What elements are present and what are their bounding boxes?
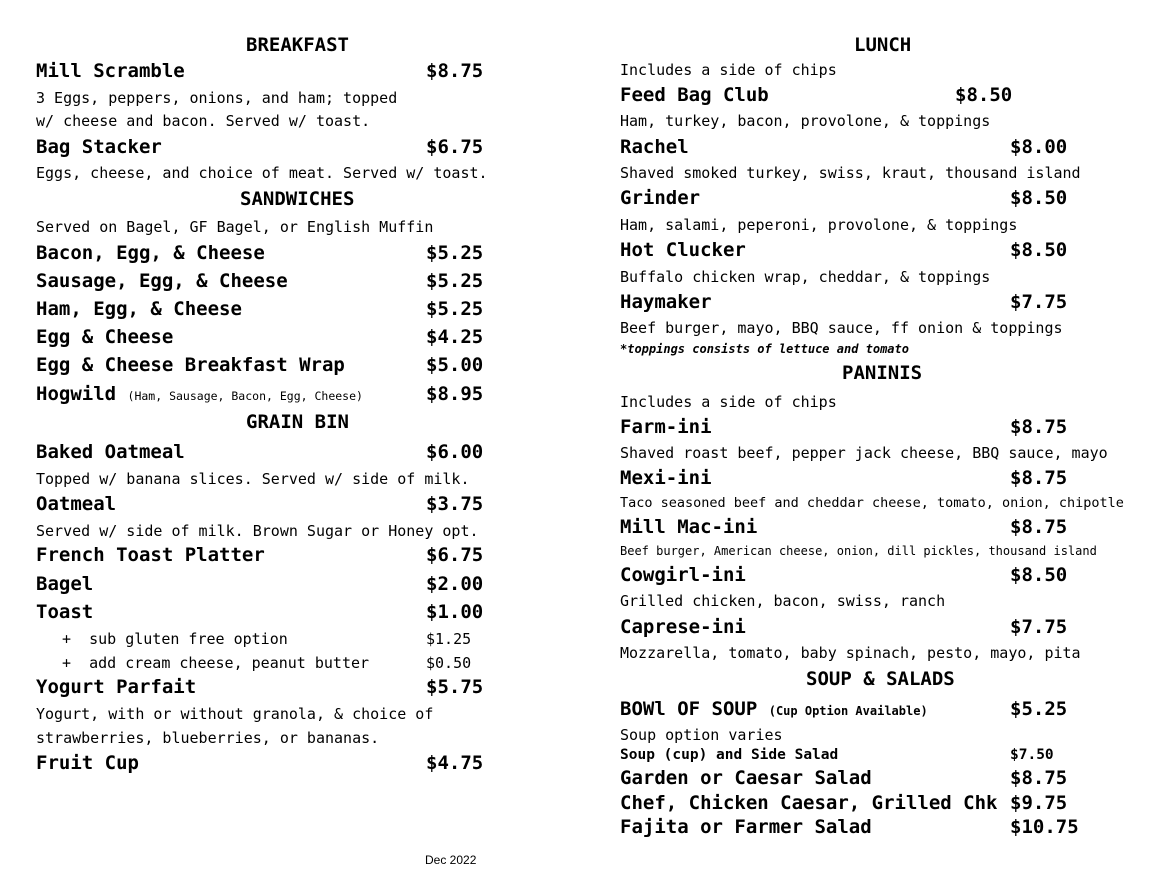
menu-item-name: Mill Mac-ini [620, 516, 758, 538]
menu-item-name: Farm-ini [620, 416, 712, 438]
menu-item-description: Grilled chicken, bacon, swiss, ranch [620, 592, 946, 610]
menu-item-description: Shaved smoked turkey, swiss, kraut, thousand island [620, 164, 1081, 182]
menu-item-price: $1.00 [426, 601, 484, 623]
menu-item-name: Cowgirl-ini [620, 564, 746, 586]
hogwild-name: Hogwild [36, 383, 117, 405]
menu-item-price: $2.00 [426, 573, 484, 595]
menu-item-description: Beef burger, American cheese, onion, dill pickles, thousand island [620, 544, 1097, 558]
menu-item-price: $5.25 [1010, 698, 1068, 720]
menu-item-name: Yogurt Parfait [36, 676, 197, 698]
grain-bin-heading: GRAIN BIN [246, 411, 349, 433]
menu-item-price: $8.75 [1010, 467, 1068, 489]
menu-item-price: $6.75 [426, 544, 484, 566]
menu-item-name: Feed Bag Club [620, 84, 769, 106]
lunch-heading: LUNCH [854, 34, 912, 56]
menu-item-price: $8.75 [426, 60, 484, 82]
menu-item-name: Grinder [620, 187, 701, 209]
menu-item-price: $8.75 [1010, 516, 1068, 538]
menu-item-price: $8.50 [1010, 187, 1068, 209]
menu-item-price: $8.95 [426, 383, 484, 405]
footer-date: Dec 2022 [425, 853, 477, 867]
menu-item-price: $8.50 [1010, 239, 1068, 261]
menu-item-name: Rachel [620, 136, 689, 158]
soup-salads-heading: SOUP & SALADS [806, 668, 955, 690]
menu-item-price: $5.00 [426, 354, 484, 376]
section-intro: Includes a side of chips [620, 61, 837, 79]
menu-item-price: $8.50 [955, 84, 1013, 106]
menu-item-price: $4.25 [426, 326, 484, 348]
menu-item-name: Chef, Chicken Caesar, Grilled Chk [620, 792, 998, 814]
menu-item-price: $8.75 [1010, 416, 1068, 438]
menu-item-name: Egg & Cheese [36, 326, 174, 348]
menu-item-price: $6.75 [426, 136, 484, 158]
menu-item-price: $7.75 [1010, 291, 1068, 313]
menu-item-name: Bacon, Egg, & Cheese [36, 242, 265, 264]
add-on-option: + sub gluten free option [62, 630, 288, 648]
menu-item-name: Soup (cup) and Side Salad [620, 747, 839, 763]
hogwild-contents: (Ham, Sausage, Bacon, Egg, Cheese) [127, 389, 363, 403]
menu-item-name [36, 383, 363, 405]
add-on-option: + add cream cheese, peanut butter [62, 654, 370, 672]
menu-item-description: Eggs, cheese, and choice of meat. Served w/ toast. [36, 164, 488, 182]
menu-item-price: $6.00 [426, 441, 484, 463]
menu-item-name: Garden or Caesar Salad [620, 767, 872, 789]
menu-item-price: $5.25 [426, 270, 484, 292]
menu-item-description: Topped w/ banana slices. Served w/ side of milk. [36, 470, 470, 488]
menu-item-price: $9.75 [1010, 792, 1068, 814]
menu-item-price: $8.00 [1010, 136, 1068, 158]
menu-item-price: $7.75 [1010, 616, 1068, 638]
sandwiches-heading: SANDWICHES [240, 188, 355, 210]
toppings-note: *toppings consists of lettuce and tomato [620, 342, 909, 356]
menu-item-price: $4.75 [426, 752, 484, 774]
menu-item-price: $5.75 [426, 676, 484, 698]
menu-item-price: $10.75 [1010, 816, 1079, 838]
menu-item-name: Mexi-ini [620, 467, 712, 489]
add-on-price: $1.25 [426, 630, 472, 648]
menu-item-name: Mill Scramble [36, 60, 185, 82]
menu-item-description: Mozzarella, tomato, baby spinach, pesto, mayo, pita [620, 644, 1081, 662]
menu-item-name [620, 698, 928, 720]
menu-item-price: $5.25 [426, 298, 484, 320]
menu-item-description: Served w/ side of milk. Brown Sugar or Honey opt. [36, 522, 479, 540]
menu-item-name: Oatmeal [36, 493, 117, 515]
section-intro: Includes a side of chips [620, 393, 837, 411]
menu-item-name: French Toast Platter [36, 544, 265, 566]
menu-item-name: Baked Oatmeal [36, 441, 185, 463]
menu-item-name: Caprese-ini [620, 616, 746, 638]
menu-item-name: Bagel [36, 573, 94, 595]
menu-item-description: 3 Eggs, peppers, onions, and ham; topped [36, 89, 398, 107]
menu-item-description: Ham, salami, peperoni, provolone, & toppings [620, 216, 1018, 234]
menu-item-name: Ham, Egg, & Cheese [36, 298, 242, 320]
menu-item-price: $5.25 [426, 242, 484, 264]
add-on-price: $0.50 [426, 654, 472, 672]
menu-item-description: Ham, turkey, bacon, provolone, & toppings [620, 112, 991, 130]
breakfast-heading: BREAKFAST [246, 34, 349, 56]
menu-item-description: Yogurt, with or without granola, & choice of [36, 705, 434, 723]
menu-item-description: Taco seasoned beef and cheddar cheese, tomato, onion, chipotle [620, 495, 1124, 511]
cup-option-note: (Cup Option Available) [768, 704, 928, 718]
paninis-heading: PANINIS [842, 362, 923, 384]
section-intro: Served on Bagel, GF Bagel, or English Muffin [36, 218, 434, 236]
menu-item-description: Beef burger, mayo, BBQ sauce, ff onion & toppings [620, 319, 1063, 337]
menu-item-price: $8.75 [1010, 767, 1068, 789]
menu-item-name: Fajita or Farmer Salad [620, 816, 872, 838]
menu-item-name: Toast [36, 601, 94, 623]
menu-item-name: Fruit Cup [36, 752, 139, 774]
menu-item-description: Soup option varies [620, 726, 783, 744]
menu-item-description: Shaved roast beef, pepper jack cheese, BBQ sauce, mayo [620, 444, 1108, 462]
menu-item-description: strawberries, blueberries, or bananas. [36, 729, 380, 747]
menu-item-name: Sausage, Egg, & Cheese [36, 270, 288, 292]
bowl-of-soup-name: BOWl OF SOUP [620, 698, 758, 720]
menu-item-name: Egg & Cheese Breakfast Wrap [36, 354, 345, 376]
menu-item-price: $7.50 [1010, 747, 1054, 763]
menu-item-description: Buffalo chicken wrap, cheddar, & toppings [620, 268, 991, 286]
menu-item-name: Haymaker [620, 291, 712, 313]
menu-item-name: Bag Stacker [36, 136, 162, 158]
menu-item-price: $3.75 [426, 493, 484, 515]
menu-item-description: w/ cheese and bacon. Served w/ toast. [36, 112, 371, 130]
menu-item-price: $8.50 [1010, 564, 1068, 586]
menu-item-name: Hot Clucker [620, 239, 746, 261]
